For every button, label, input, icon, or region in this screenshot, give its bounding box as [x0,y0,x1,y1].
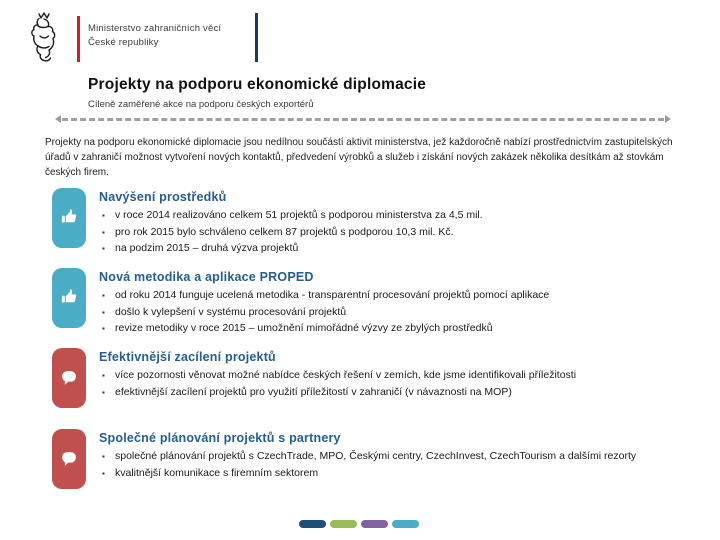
section-heading: Nová metodika a aplikace PROPED [99,270,314,284]
section-bullets [99,288,549,337]
arrow-right-icon [665,115,671,123]
section-heading: Efektivnější zacílení projektů [99,350,276,364]
section-content [99,348,576,408]
footer-pill [299,520,326,528]
list-item: ▪ od roku 2014 funguje ucelená metodika - transparentní procesování projektů pomocí aplikace [99,288,549,304]
red-divider [77,16,80,62]
section-bullets [99,449,636,481]
page-subtitle: Cíleně zaměřené akce na podporu českých exportérů [88,99,314,110]
section-heading: Společné plánování projektů s partnery [99,431,341,445]
section-content [99,188,483,258]
section-bullets [99,368,576,400]
list-item: ▪ pro rok 2015 bylo schváleno celkem 87 projektů s podporou 10,3 mil. Kč. [99,225,483,241]
footer-pills [299,520,419,528]
section-content [99,268,549,338]
list-item: ▪ kvalitnější komunikace s firemním sektorem [99,466,636,482]
section-navyseni-prostredku [52,188,700,258]
thumbs-up-icon [52,268,86,328]
footer-pill [330,520,357,528]
list-item: ▪ v roce 2014 realizováno celkem 51 projektů s podporou ministerstva za 4,5 mil. [99,208,483,224]
ministry-name [88,22,221,50]
blue-divider [255,13,258,62]
section-content [99,429,636,489]
list-item: ▪ společné plánování projektů s CzechTrade, MPO, Českými centry, CzechInvest, CzechTourism a dalšími rezorty [99,449,636,465]
speech-bubble-icon [52,429,86,489]
thumbs-up-icon [52,188,86,248]
section-nova-metodika [52,268,700,338]
dashed-line [62,118,664,121]
list-item: ▪ na podzim 2015 – druhá výzva projektů [99,241,483,257]
ministry-name-line1: Ministerstvo zahraničních věcí [88,23,222,34]
list-item: ▪ došlo k vylepšení v systému procesování projektů [99,305,549,321]
page-title: Projekty na podporu ekonomické diplomacie [88,76,427,93]
arrow-left-icon [55,115,61,123]
footer-pill [392,520,419,528]
section-efektivnejsi-zacileni [52,348,700,408]
footer-pill [361,520,388,528]
dashed-arrow [55,114,671,124]
section-heading: Navýšení prostředků [99,190,227,204]
speech-bubble-icon [52,348,86,408]
section-bullets [99,208,483,257]
list-item: ▪ revize metodiky v roce 2015 – umožnění mimořádné výzvy ze zbylých prostředků [99,321,549,337]
list-item: ▪ více pozornosti věnovat možné nabídce českých řešení v zemích, kde jsme identifikovali příležitosti [99,368,576,384]
czech-lion-emblem-icon [26,10,61,64]
section-spolecne-planovani [52,429,700,489]
list-item: ▪ efektivnější zacílení projektů pro využití příležitostí v zahraničí (v návaznosti na MOP) [99,385,576,401]
ministry-name-line2: České republiky [88,37,159,48]
intro-paragraph: Projekty na podporu ekonomické diplomacie jsou nedílnou součástí aktivit ministerstva, jež každoročně nabízí prostřednictvím zastupitelských úřadů v zahraničí možnost vytvoření nových kontaktů, předvedení výrobků a služeb i získání nových zakázek několika desítkám až stovkám českých firem. [45,137,673,178]
